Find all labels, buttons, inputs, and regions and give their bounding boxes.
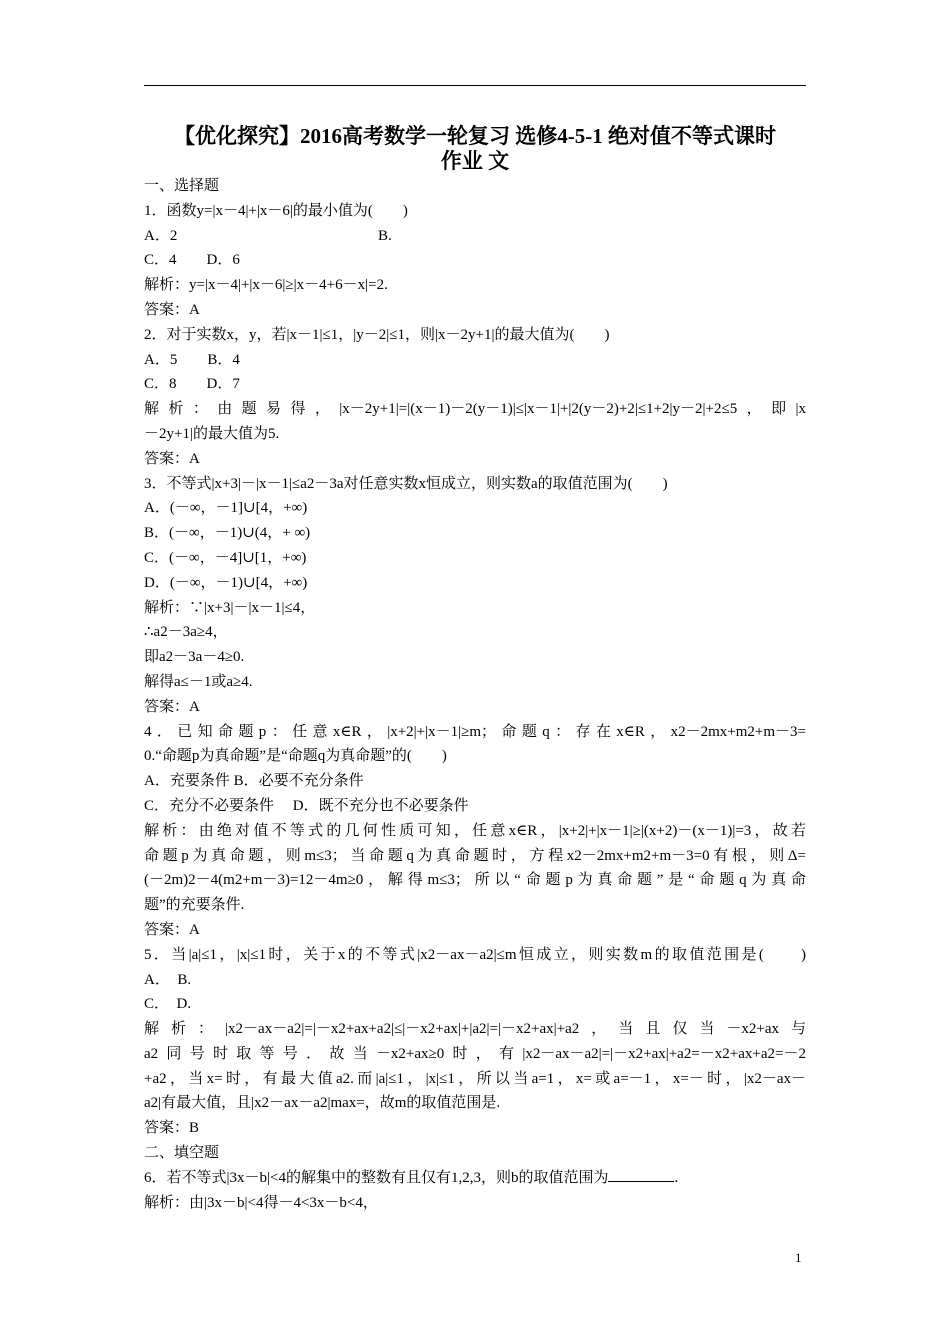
question-6-text: 6．若不等式|3x－b|<4的解集中的整数有且仅有1,2,3，则b的取值范围为 <box>144 1169 609 1186</box>
section-heading: 一、选择题 <box>144 178 220 194</box>
answer-line: 答案：B <box>144 1120 200 1137</box>
options-line: A．充要条件 B．必要不充分条件 <box>144 773 364 790</box>
solution-line: 解析：由|3x－b|<4得－4<3x－b<4， <box>144 1194 378 1211</box>
question-4-cont: 0.“命题p为真命题”是“命题q为真命题”的( ) <box>144 748 447 765</box>
option-d: D．(－∞，－1)∪[4，+∞) <box>144 574 308 591</box>
solution-line: 解得a≤－1或a≥4. <box>144 673 253 690</box>
options-line <box>144 224 806 249</box>
answer-line: 答案：A <box>144 450 200 467</box>
solution-line: (－2m)2－4(m2+m－3)=12－4m≥0，解得m≤3；所以“命题p为真命题”是“命题q为真命 <box>144 872 806 889</box>
options-line: C．4 D．6 <box>144 252 240 269</box>
question-1: 1．函数y=|x－4|+|x－6|的最小值为( ) <box>144 202 408 219</box>
solution-line: 解析：y=|x－4|+|x－6|≥|x－4+6－x|=2. <box>144 277 388 294</box>
solution-line: 解析：|x2－ax－a2|=|－x2+ax+a2|≤|－x2+ax|+|a2|=|－x2+ax|+a2，当且仅当－x2+ax与 <box>144 1021 806 1038</box>
solution-line: +a2，当x=时，有最大值a2.而|a|≤1，|x|≤1，所以当a=1，x=或a=－1，x=－时，|x2－ax－ <box>144 1070 806 1087</box>
solution-line: －2y+1|的最大值为5. <box>144 425 280 442</box>
answer-line: 答案：A <box>144 698 200 715</box>
option-b: B．(－∞，－1)∪(4，+ ∞) <box>144 525 311 542</box>
answer-blank <box>608 1167 674 1182</box>
options-line: C． D. <box>144 996 192 1013</box>
document-title <box>144 124 806 174</box>
answer-line: 答案：A <box>144 921 200 938</box>
header-rule <box>144 85 806 86</box>
solution-line: 解析：由绝对值不等式的几何性质可知，任意x∈R，|x+2|+|x－1|≥|(x+2)－(x－1)|=3，故若 <box>144 822 806 839</box>
solution-line: ∴a2－3a≥4， <box>144 624 228 641</box>
answer-line: 答案：A <box>144 301 200 318</box>
option-c: C．(－∞，－4]∪[1，+∞) <box>144 549 307 566</box>
option-a: A．2 <box>144 227 178 244</box>
title-line-1: 【优化探究】2016高考数学一轮复习 选修4-5-1 绝对值不等式课时 <box>174 124 776 148</box>
question-4: 4．已知命题p：任意x∈R，|x+2|+|x－1|≥m；命题q：存在x∈R，x2－2mx+m2+m－3= <box>144 723 806 740</box>
solution-line: a2同号时取等号．故当－x2+ax≥0时，有|x2－ax－a2|=|－x2+ax|+a2=－x2+ax+a2=－2 <box>144 1045 806 1062</box>
options-line: C．充分不必要条件 D．既不充分也不必要条件 <box>144 797 469 814</box>
solution-line: 命题p为真命题，则m≤3；当命题q为真命题时，方程x2－2mx+m2+m－3=0有根，则Δ= <box>144 847 806 864</box>
solution-line: 解析：由题易得，|x－2y+1|=|(x－1)－2(y－1)|≤|x－1|+|2(y－2)+2|≤1+2|y－2|+2≤5，即|x <box>144 401 806 418</box>
options-line: A． B. <box>144 971 192 988</box>
solution-line: 题”的充要条件. <box>144 897 245 914</box>
solution-line: a2|有最大值，且|x2－ax－a2|max=，故m的取值范围是. <box>144 1095 501 1112</box>
page-number: 1 <box>795 1250 802 1265</box>
title-line-2: 作业 文 <box>440 149 510 173</box>
document-body <box>144 174 806 1215</box>
question-5: 5．当|a|≤1，|x|≤1时，关于x的不等式|x2－ax－a2|≤m恒成立，则实数m的取值范围是( ) <box>144 946 806 963</box>
solution-line: 解析：∵|x+3|－|x－1|≤4， <box>144 599 316 616</box>
options-line: A．5 B．4 <box>144 351 240 368</box>
options-line: C．8 D．7 <box>144 376 240 393</box>
option-b: B. <box>378 227 392 244</box>
solution-line: 即a2－3a－4≥0. <box>144 649 245 666</box>
section-heading: 二、填空题 <box>144 1145 220 1162</box>
question-2: 2．对于实数x，y，若|x－1|≤1，|y－2|≤1，则|x－2y+1|的最大值为( ) <box>144 326 610 343</box>
question-6: 6．若不等式|3x－b|<4的解集中的整数有且仅有1,2,3，则b的取值范围为 . <box>144 1166 806 1191</box>
option-a: A．(－∞，－1]∪[4，+∞) <box>144 500 308 517</box>
question-3: 3．不等式|x+3|－|x－1|≤a2－3a对任意实数x恒成立，则实数a的取值范围为( ) <box>144 475 668 492</box>
